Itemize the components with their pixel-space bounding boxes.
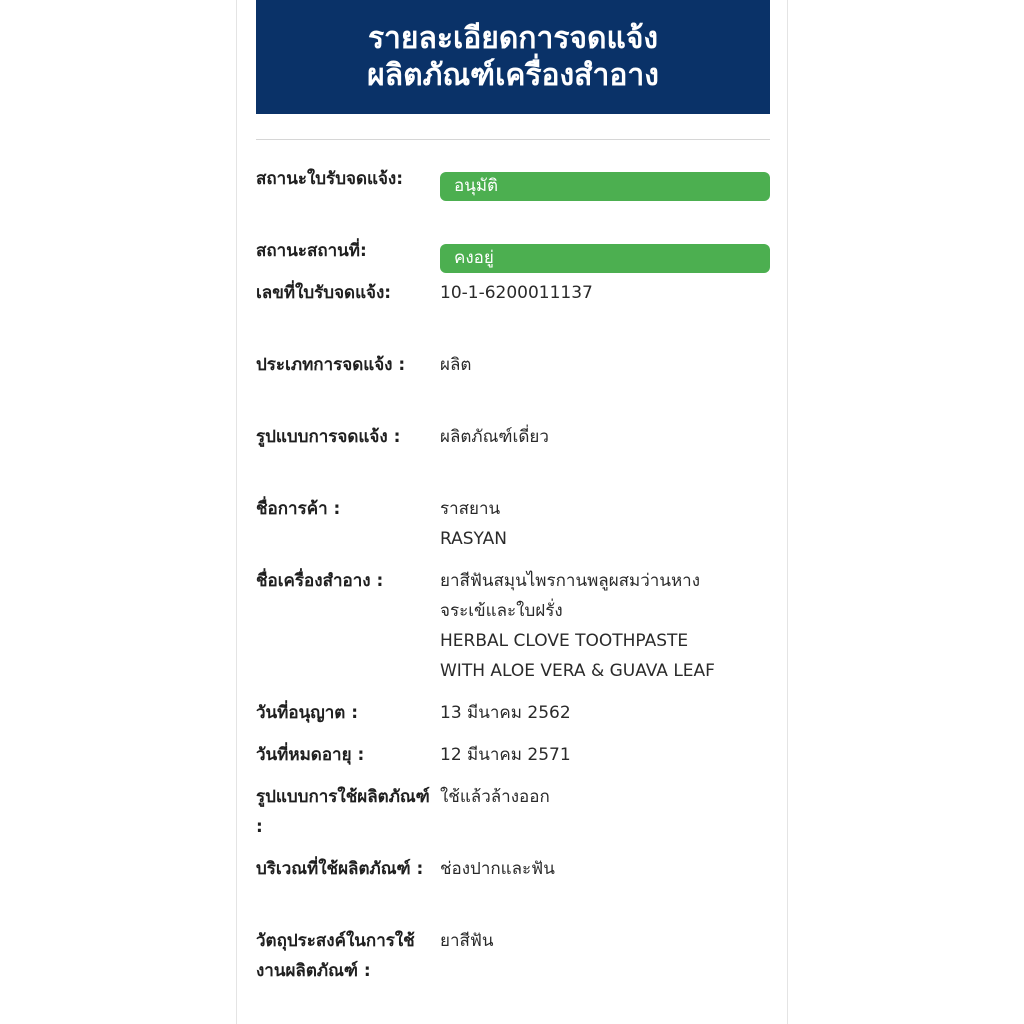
row-purpose [256,926,770,1022]
row-usage-area [256,854,770,926]
usage-format-label: รูปแบบการใช้ผลิตภัณฑ์ : [256,787,430,837]
notification-format-label: รูปแบบการจดแจ้ง : [256,427,401,447]
license-status-label: สถานะใบรับจดแจ้ง: [256,169,403,189]
row-place-status [256,236,770,278]
cosmetic-name-thai-line-2: จระเข้และใบฝรั่ง [440,601,563,621]
expiry-date-value: 12 มีนาคม 2571 [440,745,571,765]
row-notification-type [256,350,770,422]
detail-card [236,0,788,1024]
place-status-badge: คงอยู่ [440,244,770,273]
page-title-line-1: รายละเอียดการจดแจ้ง [367,21,659,56]
row-trade-name [256,494,770,566]
trade-name-thai: ราสยาน [440,499,501,519]
expiry-date-label: วันที่หมดอายุ : [256,745,365,765]
row-expiry-date [256,740,770,782]
usage-format-value: ใช้แล้วล้างออก [440,787,550,807]
trade-name-label: ชื่อการค้า : [256,499,341,519]
row-notification-format [256,422,770,494]
page-title-banner [256,0,770,114]
license-number-label: เลขที่ใบรับจดแจ้ง: [256,283,392,303]
usage-area-value: ช่องปากและฟัน [440,859,555,879]
purpose-value: ยาสีฟัน [440,931,494,951]
detail-list [256,164,770,1022]
notification-type-label: ประเภทการจดแจ้ง : [256,355,406,375]
row-license-number [256,278,770,350]
approval-date-value: 13 มีนาคม 2562 [440,703,571,723]
cosmetic-name-english-line-2: WITH ALOE VERA & GUAVA LEAF [440,661,715,681]
cosmetic-name-label: ชื่อเครื่องสำอาง : [256,571,384,591]
row-license-status [256,164,770,236]
notification-format-value: ผลิตภัณฑ์เดี่ยว [440,427,549,447]
row-usage-format [256,782,770,854]
purpose-label: วัตถุประสงค์ในการใช้งานผลิตภัณฑ์ : [256,931,415,981]
cosmetic-name-value [440,566,770,686]
trade-name-english: RASYAN [440,529,507,549]
page-title-line-2: ผลิตภัณฑ์เครื่องสำอาง [367,58,659,93]
usage-area-label: บริเวณที่ใช้ผลิตภัณฑ์ : [256,859,424,879]
license-number-value: 10-1-6200011137 [440,283,593,303]
trade-name-value [440,494,770,554]
license-status-value-cell [440,164,770,201]
header-divider [256,139,770,140]
license-status-badge: อนุมัติ [440,172,770,201]
cosmetic-name-english-line-1: HERBAL CLOVE TOOTHPASTE [440,631,689,651]
notification-type-value: ผลิต [440,355,472,375]
cosmetic-name-thai-line-1: ยาสีฟันสมุนไพรกานพลูผสมว่านหาง [440,571,701,591]
approval-date-label: วันที่อนุญาต : [256,703,358,723]
row-cosmetic-name [256,566,770,698]
row-approval-date [256,698,770,740]
place-status-value-cell [440,236,770,273]
place-status-label: สถานะสถานที่: [256,241,367,261]
